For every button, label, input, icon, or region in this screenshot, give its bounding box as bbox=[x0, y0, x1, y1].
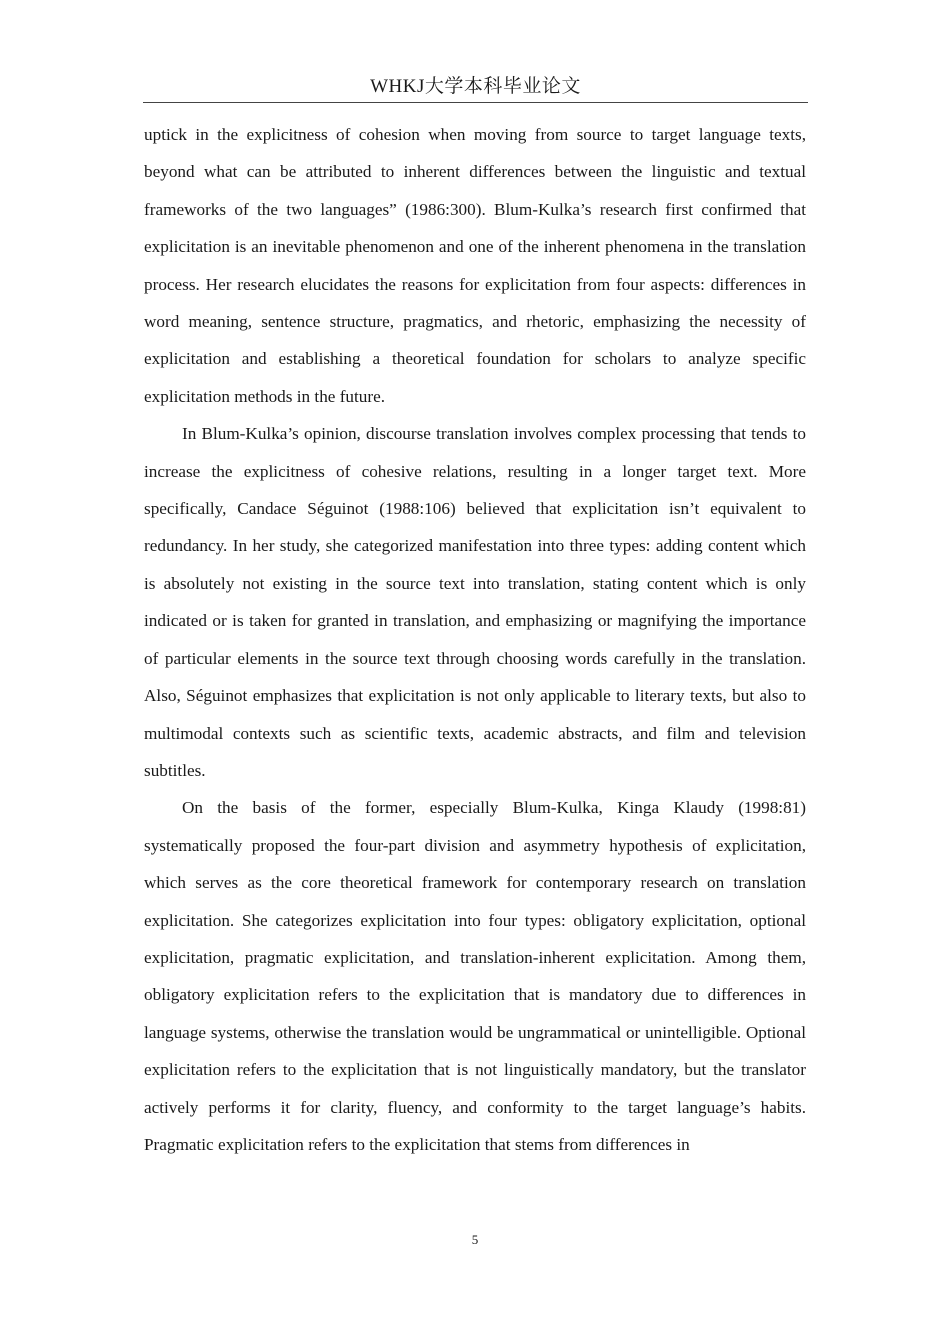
header-divider bbox=[143, 102, 808, 103]
body-text bbox=[144, 116, 806, 1163]
paragraph-continued: uptick in the explicitness of cohesion when moving from source to target language texts, beyond what can be attributed to inherent differences between the linguistic and textual frameworks of the two languages” (1986:300). Blum-Kulka’s research first confirmed that explicitation is an inevitable phenomenon and one of the inherent phenomena in the translation process. Her research elucidates the reasons for explicitation from four aspects: differences in word meaning, sentence structure, pragmatics, and rhetoric, emphasizing the necessity of explicitation and establishing a theoretical foundation for scholars to analyze specific explicitation methods in the future. bbox=[144, 125, 806, 406]
page-number: 5 bbox=[471, 1232, 479, 1247]
paragraph-klaudy: On the basis of the former, especially Blum-Kulka, Kinga Klaudy (1998:81) systematically proposed the four-part division and asymmetry hypothesis of explicitation, which serves as the core theoretical framework for contemporary research on translation explicitation. She categorizes explicitation into four types: obligatory explicitation, optional explicitation, pragmatic explicitation, and translation-inherent explicitation. Among them, obligatory explicitation refers to the explicitation that is mandatory due to differences in language systems, otherwise the translation would be ungrammatical or unintelligible. Optional explicitation refers to the explicitation that is not linguistically mandatory, but the translator actively performs it for clarity, fluency, and conformity to the target language’s habits. Pragmatic explicitation refers to the explicitation that stems from differences in bbox=[144, 798, 806, 1154]
page-header-title: WHKJ大学本科毕业论文 bbox=[370, 76, 581, 97]
paragraph-blum-kulka-opinion: In Blum-Kulka’s opinion, discourse translation involves complex processing that tends to increase the explicitness of cohesive relations, resulting in a longer target text. More specifically, Candace Séguinot (1988:106) believed that explicitation isn’t equivalent to redundancy. In her study, she categorized manifestation into three types: adding content which is absolutely not existing in the source text into translation, stating content which is only indicated or is taken for granted in translation, and emphasizing or magnifying the importance of particular elements in the source text through choosing words carefully in the translation. Also, Séguinot emphasizes that explicitation is not only applicable to literary texts, but also to multimodal contexts such as scientific texts, academic abstracts, and film and television subtitles. bbox=[144, 424, 806, 780]
